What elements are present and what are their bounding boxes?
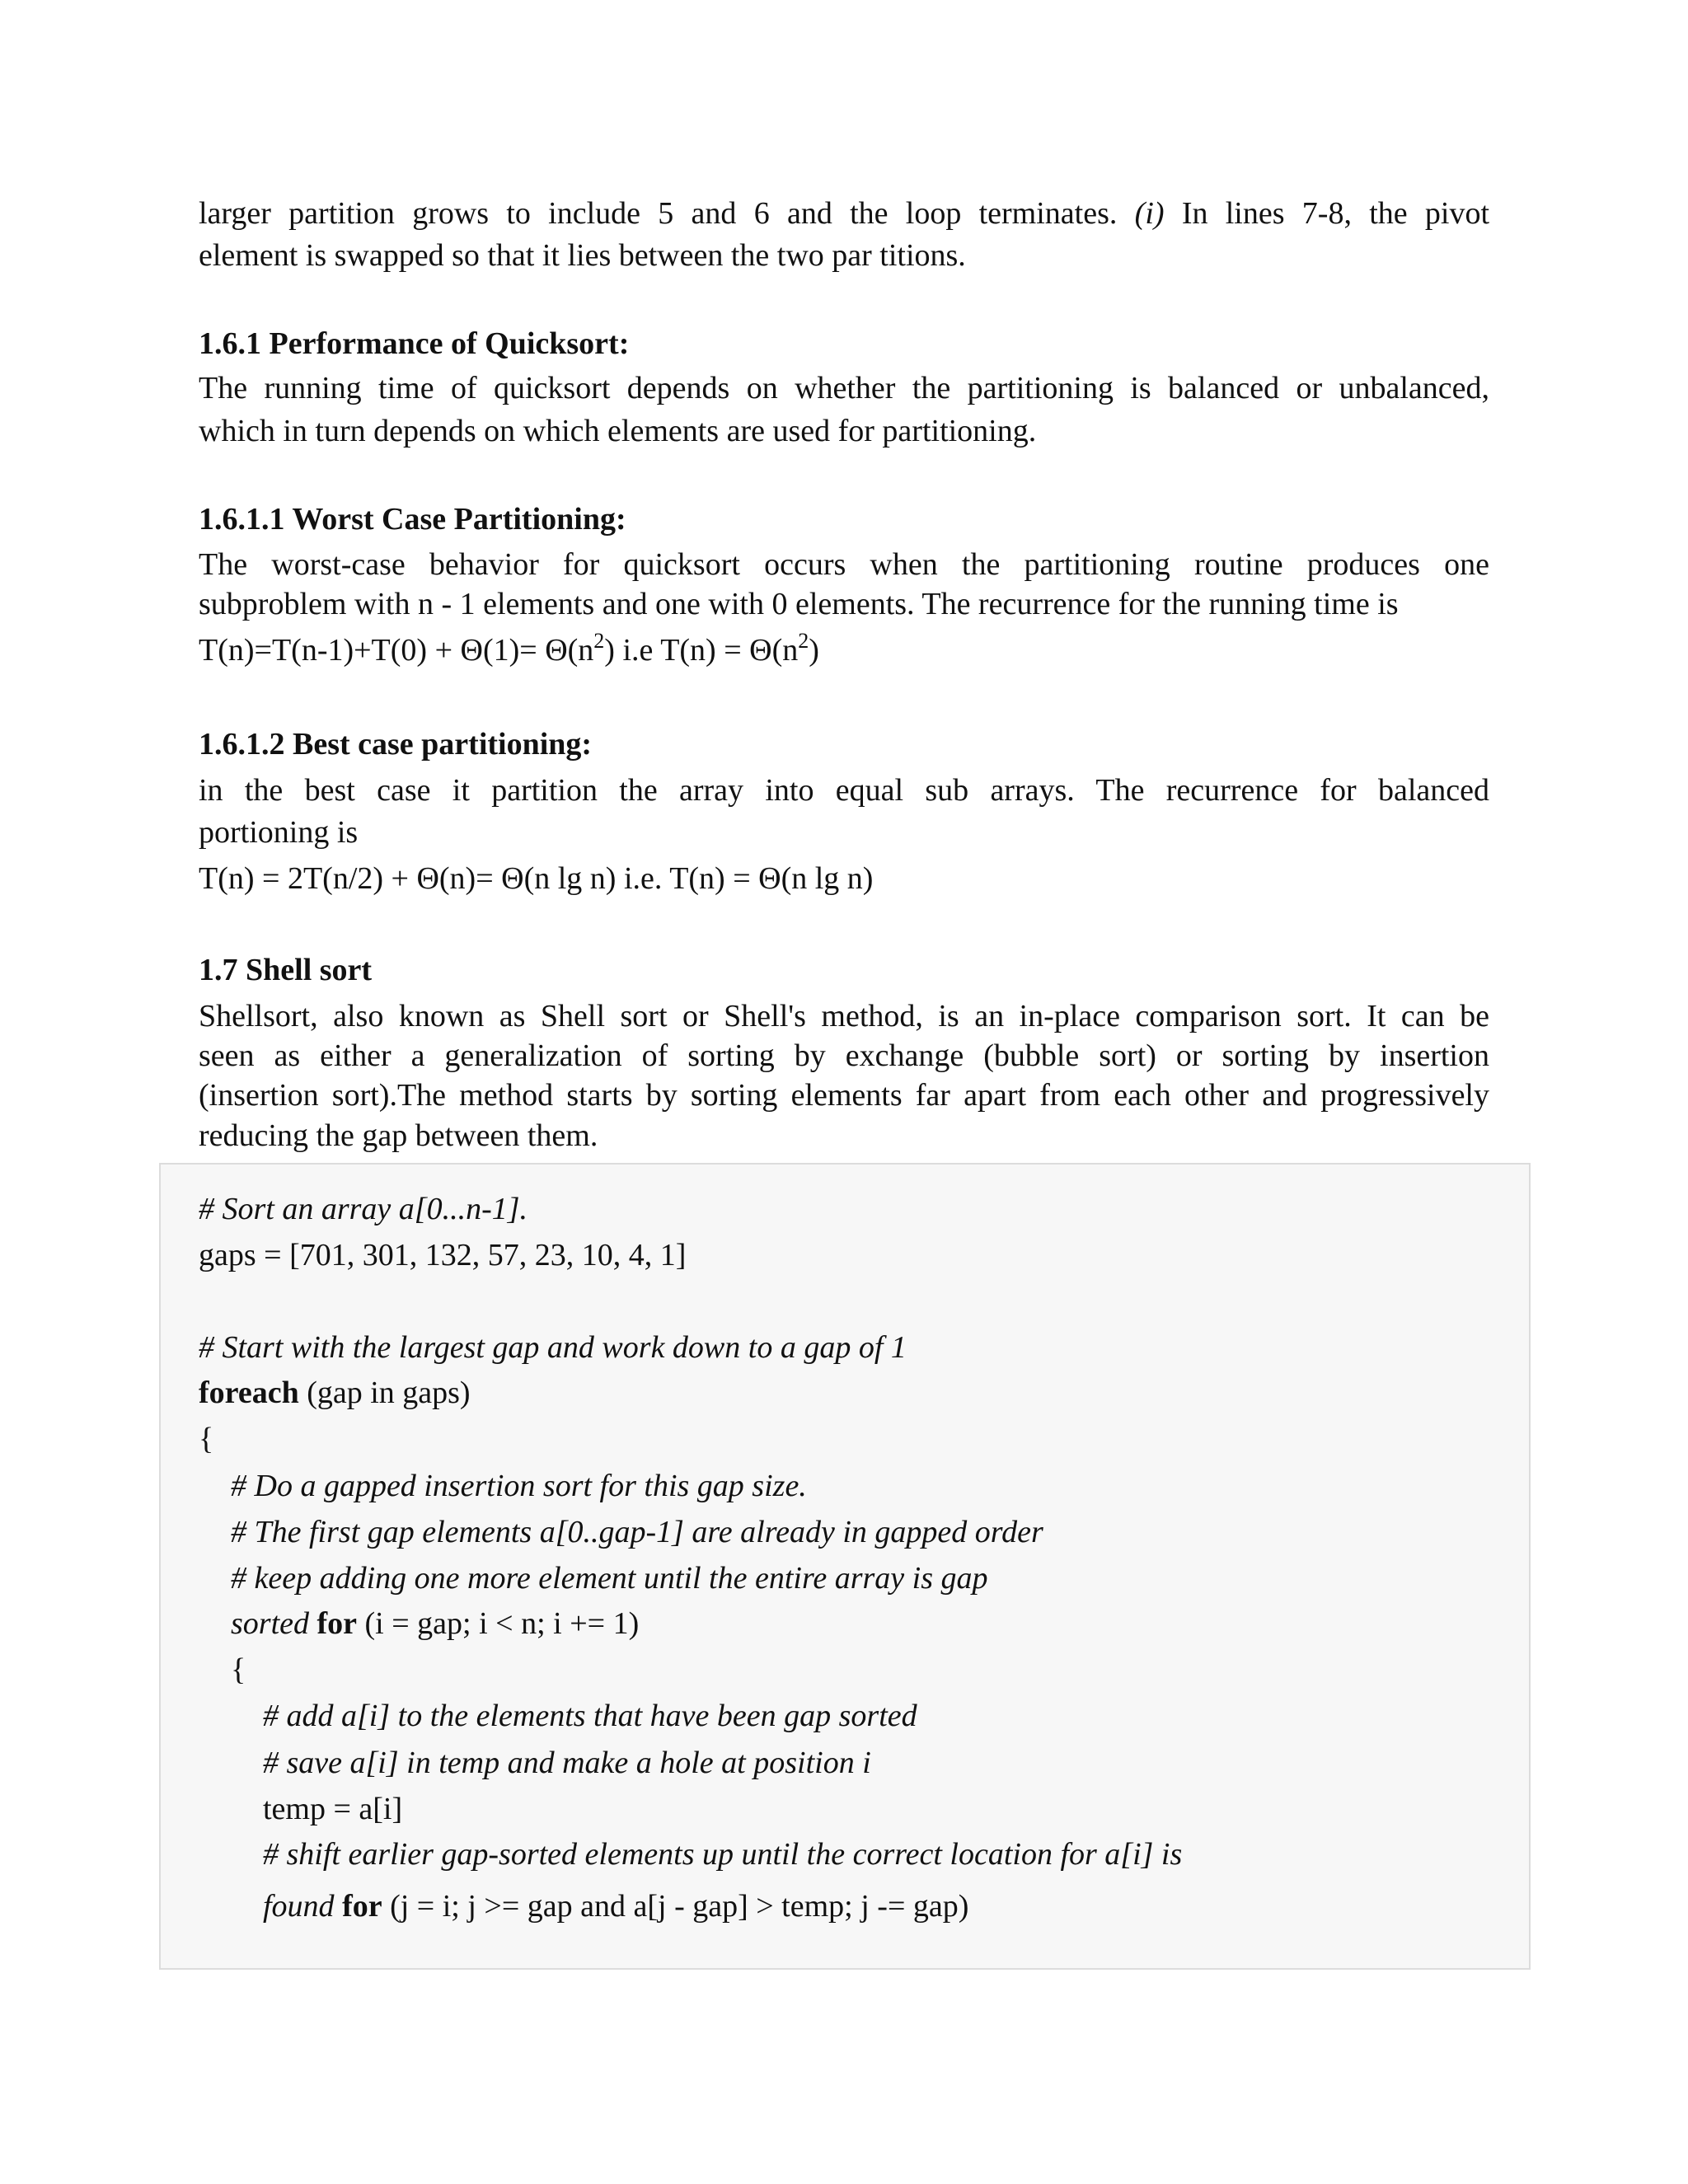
heading-1-6-1-1: 1.6.1.1 Worst Case Partitioning: [199, 502, 626, 537]
code-line: # Do a gapped insertion sort for this gap size. [231, 1469, 807, 1503]
s161-line-2: which in turn depends on which elements are used for partitioning. [199, 414, 1037, 448]
code-line: # The first gap elements a[0..gap-1] are already in gapped order [231, 1515, 1043, 1549]
code-line: { [199, 1422, 214, 1456]
s1612-line-1: in the best case it partition the array into equal sub arrays. The recurrence for balanced [199, 773, 1489, 808]
code-line: # add a[i] to the elements that have been gap sorted [263, 1699, 917, 1733]
s1611-line-2: subproblem with n - 1 elements and one with 0 elements. The recurrence for the running time is [199, 587, 1399, 621]
heading-1-6-1-2: 1.6.1.2 Best case partitioning: [199, 727, 593, 762]
code-line: # Start with the largest gap and work down to a gap of 1 [199, 1330, 907, 1365]
intro-line-1: larger partition grows to include 5 and 6 and the loop terminates. (i) In lines 7-8, the pivot [199, 196, 1490, 231]
s17-line-3: (insertion sort).The method starts by sorting elements far apart from each other and progressively [199, 1078, 1489, 1113]
code-line: # save a[i] in temp and make a hole at position i [263, 1746, 871, 1780]
code-line: gaps = [701, 301, 132, 57, 23, 10, 4, 1] [199, 1238, 687, 1272]
worst-case-recurrence: $T(n)=T(n-1)+T(0) + \Theta(1)= \Theta(n^2)$ i.e $T(n) = \Theta(n^2)$ [199, 629, 819, 668]
code-line: { [231, 1652, 246, 1687]
s1611-line-1: The worst-case behavior for quicksort occurs when the partitioning routine produces one [199, 547, 1489, 582]
code-line: found for (j = i; j >= gap and a[j - gap] > temp; j -= gap) [263, 1889, 969, 1924]
heading-1-6-1: 1.6.1 Performance of Quicksort: [199, 326, 630, 361]
heading-1-7: 1.7 Shell sort [199, 953, 373, 987]
s17-line-4: reducing the gap between them. [199, 1118, 598, 1153]
code-line: # shift earlier gap-sorted elements up until the correct location for a[i] is [263, 1837, 1183, 1872]
s17-line-1: Shellsort, also known as Shell sort or Shell's method, is an in-place comparison sort. It can be [199, 999, 1489, 1033]
s161-line-1: The running time of quicksort depends on whether the partitioning is balanced or unbalanced, [199, 371, 1489, 405]
code-line: # Sort an array a[0...n-1]. [199, 1192, 528, 1226]
code-line: temp = a[i] [263, 1792, 403, 1826]
best-case-recurrence: T(n) = 2T(n/2) + Θ(n)= Θ(n lg n) i.e. T(n) = Θ(n lg n) [199, 861, 874, 896]
code-line: foreach (gap in gaps) [199, 1376, 471, 1410]
code-line: # keep adding one more element until the entire array is gap [231, 1561, 988, 1596]
code-line: sorted for (i = gap; i < n; i += 1) [231, 1606, 640, 1641]
s1612-line-2: portioning is [199, 815, 359, 850]
intro-line-2: element is swapped so that it lies between the two par titions. [199, 238, 966, 273]
s17-line-2: seen as either a generalization of sorting by exchange (bubble sort) or sorting by insertion [199, 1038, 1489, 1073]
